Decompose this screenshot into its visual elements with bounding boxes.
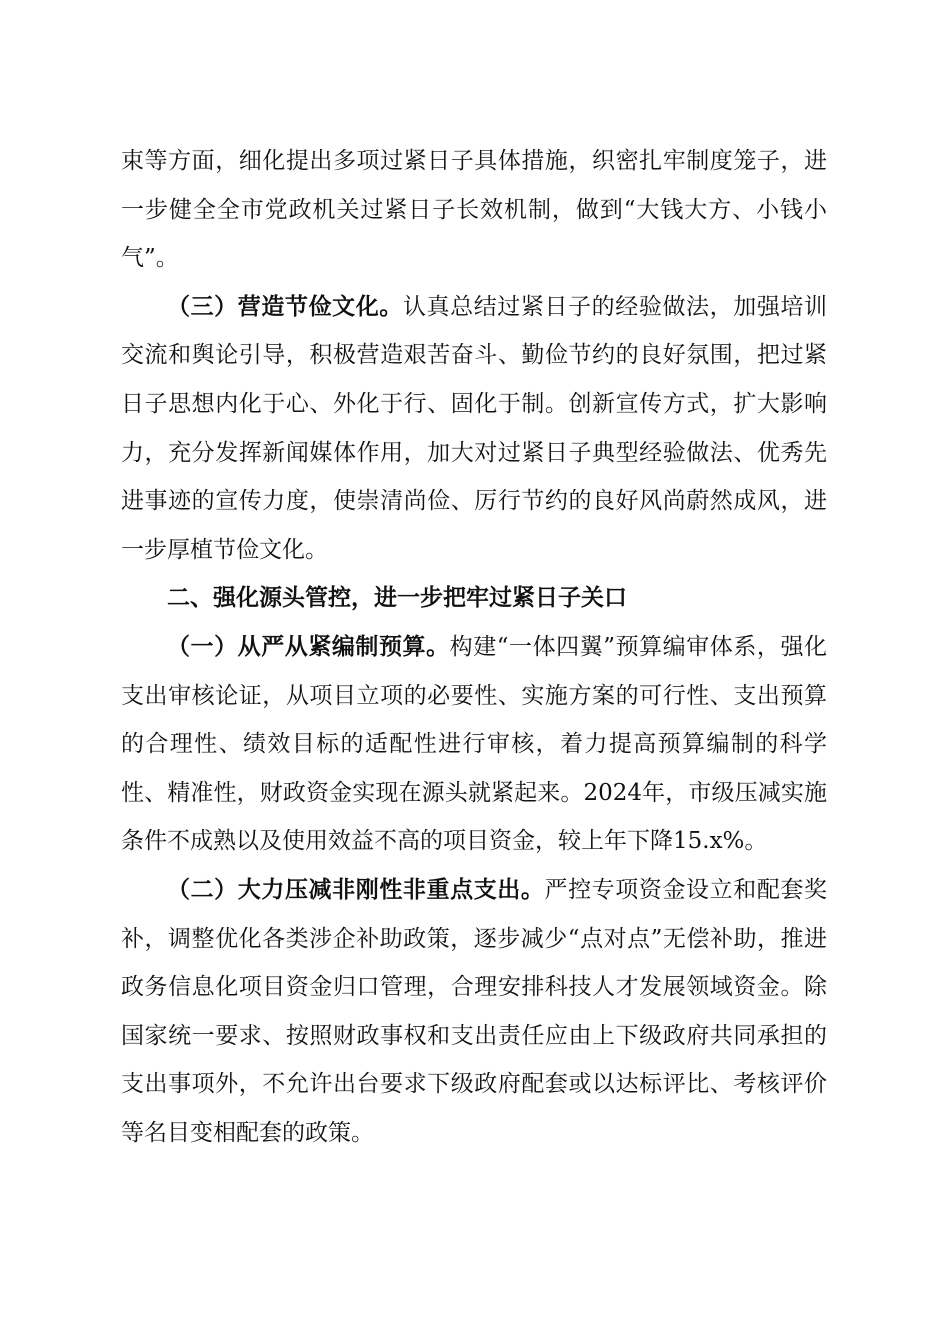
paragraph-lead: （三）营造节俭文化。 [167, 293, 403, 320]
paragraph-lead: （一）从严从紧编制预算。 [167, 633, 450, 660]
paragraph-budget-compilation [121, 623, 827, 866]
paragraph-text: 严控专项资金设立和配套奖补，调整优化各类涉企补助政策，逐步减少“点对点”无偿补助，推进政务信息化项目资金归口管理，合理安排科技人才发展领域资金。除国家统一要求、按照财政事权和支出责任应由上下级政府共同承担的支出事项外，不允许出台要求下级政府配套或以达标评比、考核评价等名目变相配套的政策。 [121, 876, 828, 1146]
section-heading: 二、强化源头管控，进一步把牢过紧日子关口 [167, 585, 627, 612]
paragraph-expenditure-reduction [121, 866, 827, 1158]
paragraph-lead: （二）大力压减非刚性非重点支出。 [167, 876, 545, 903]
paragraph-text: 认真总结过紧日子的经验做法，加强培训交流和舆论引导，积极营造艰苦奋斗、勤俭节约的良好氛围，把过紧日子思想内化于心、外化于行、固化于制。创新宣传方式，扩大影响力，充分发挥新闻媒体作用，加大对过紧日子典型经验做法、优秀先进事迹的宣传力度，使崇清尚俭、厉行节约的良好风尚蔚然成风，进一步厚植节俭文化。 [121, 293, 828, 563]
paragraph-frugal-culture [121, 283, 827, 575]
paragraph-text: 束等方面，细化提出多项过紧日子具体措施，织密扎牢制度笼子，进一步健全全市党政机关过紧日子长效机制，做到“大钱大方、小钱小气”。 [121, 148, 827, 272]
paragraph-text: 构建“一体四翼”预算编审体系，强化支出审核论证，从项目立项的必要性、实施方案的可行性、支出预算的合理性、绩效目标的适配性进行审核，着力提高预算编制的科学性、精准性，财政资金实现在源头就紧起来。2024年，市级压减实施条件不成熟以及使用效益不高的项目资金，较上年下降15.x%。 [121, 633, 827, 855]
document-body [121, 137, 827, 1157]
paragraph-continuation [121, 137, 827, 283]
